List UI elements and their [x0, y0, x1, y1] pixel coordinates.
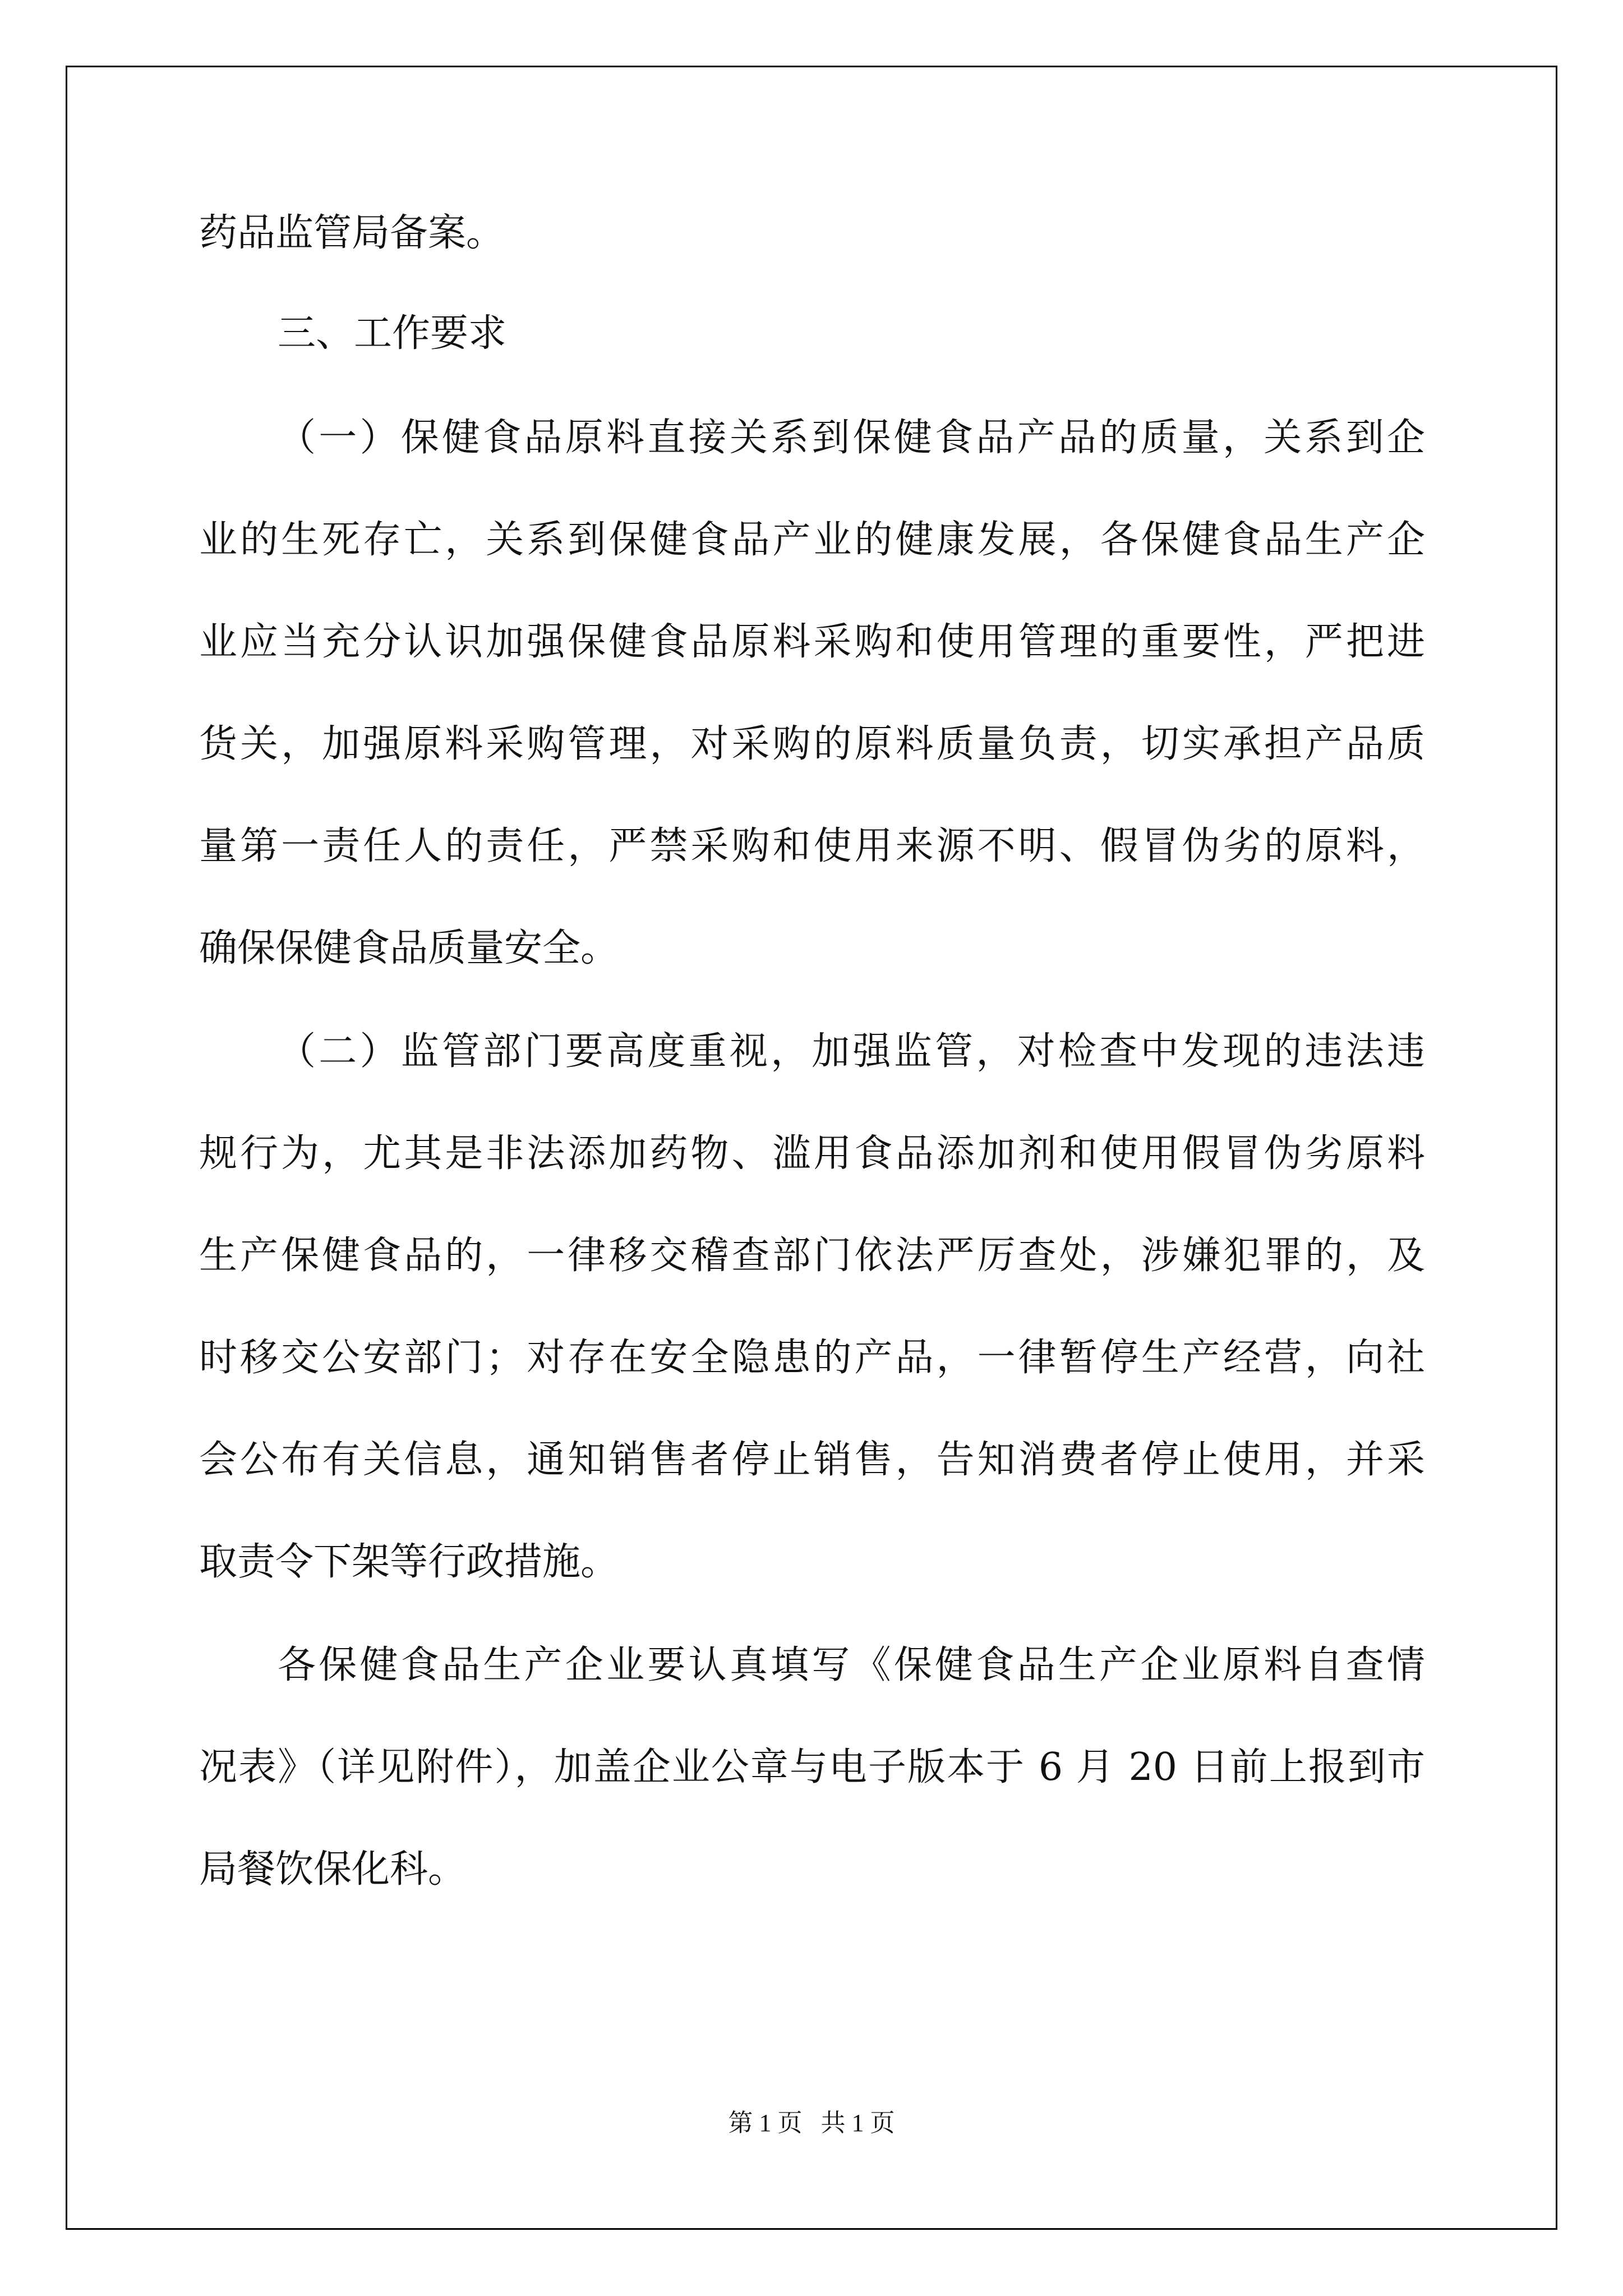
text-line: 况表》（详见附件），加盖企业公章与电子版本于 6 月 20 日前上报到市 [199, 1745, 1425, 1789]
text-line: 业的生死存亡，关系到保健食品产业的健康发展，各保健食品生产企 [199, 518, 1425, 562]
text-line: 生产保健食品的，一律移交稽查部门依法严厉查处，涉嫌犯罪的，及 [199, 1234, 1425, 1278]
text-line: （二）监管部门要高度重视，加强监管，对检查中发现的违法违 [278, 1029, 1425, 1074]
text-line: 货关，加强原料采购管理，对采购的原料质量负责，切实承担产品质 [199, 722, 1425, 766]
text-line: （一）保健食品原料直接关系到保健食品产品的质量，关系到企 [278, 416, 1425, 460]
text-line: 药品监管局备案。 [199, 211, 505, 255]
section-heading: 三、工作要求 [278, 311, 507, 356]
text-line: 确保保健食品质量安全。 [199, 926, 619, 970]
page-number-footer: 第 1 页 共 1 页 [728, 2109, 895, 2137]
text-line: 会公布有关信息，通知销售者停止销售，告知消费者停止使用，并采 [199, 1438, 1425, 1482]
text-line: 局餐饮保化科。 [199, 1847, 467, 1892]
text-line: 规行为，尤其是非法添加药物、滥用食品添加剂和使用假冒伪劣原料 [199, 1131, 1425, 1176]
text-line: 业应当充分认识加强保健食品原料采购和使用管理的重要性，严把进 [199, 620, 1425, 664]
text-line: 量第一责任人的责任，严禁采购和使用来源不明、假冒伪劣的原料， [199, 824, 1425, 868]
text-line: 取责令下架等行政措施。 [199, 1540, 619, 1584]
text-line: 时移交公安部门；对存在安全隐患的产品，一律暂停生产经营，向社 [199, 1336, 1425, 1380]
text-line: 各保健食品生产企业要认真填写《保健食品生产企业原料自查情 [278, 1643, 1425, 1687]
